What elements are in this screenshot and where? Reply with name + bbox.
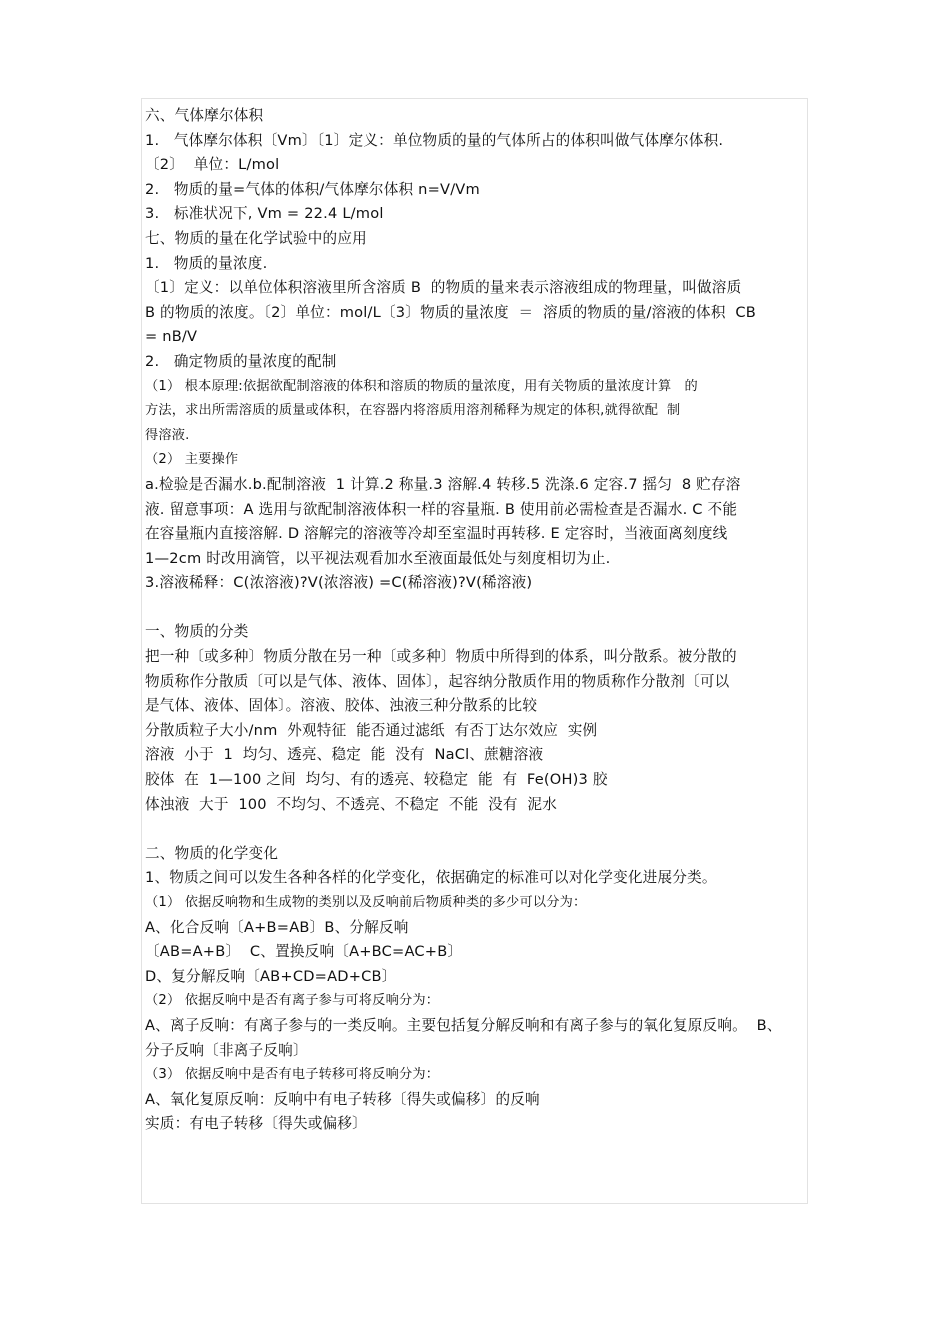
text-line: 〔AB=A+B〕 C、置换反响〔A+BC=AC+B〕 xyxy=(145,943,463,961)
text-line: 把一种〔或多种〕物质分散在另一种〔或多种〕物质中所得到的体系，叫分散系。被分散的 xyxy=(145,648,737,666)
text-line: （1） 依据反响物和生成物的类别以及反响前后物质种类的多少可以分为： xyxy=(145,895,587,910)
spacer xyxy=(145,817,815,842)
text-line: 1—2cm 时改用滴管，以平视法观看加水至液面最低处与刻度相切为止. xyxy=(145,549,611,567)
text-line: 是气体、液体、固体〕。溶液、胶体、浊液三种分散系的比较 xyxy=(145,697,538,715)
text-line: 胶体 在 1—100 之间 均匀、有的透亮、较稳定 能 有 Fe(OH)3 胶 xyxy=(145,771,608,789)
text-line: 液. 留意事项：A 选用与欲配制溶液体积一样的容量瓶. B 使用前必需检查是否漏水. C 不能 xyxy=(145,500,738,518)
text-line: （1） 根本原理:依据欲配制溶液的体积和溶质的物质的量浓度，用有关物质的量浓度计算 的 xyxy=(145,378,698,394)
text-line: 物质称作分散质〔可以是气体、液体、固体〕，起容纳分散质作用的物质称作分散剂〔可以 xyxy=(145,672,730,690)
text-line: （3） 依据反响中是否有电子转移可将反响分为： xyxy=(145,1067,440,1083)
text-line: A、氧化复原反响：反响中有电子转移〔得失或偏移〕的反响 xyxy=(145,1090,540,1108)
text-line: 得溶液. xyxy=(145,427,190,443)
text-line: D、复分解反响〔AB+CD=AD+CB〕 xyxy=(145,967,397,985)
text-line: 分散质粒子大小/nm 外观特征 能否通过滤纸 有否丁达尔效应 实例 xyxy=(145,721,598,739)
text-line: 3. 标准状况下, Vm = 22.4 L/mol xyxy=(145,205,384,223)
text-line: 2. 物质的量=气体的体积/气体摩尔体积 n=V/Vm xyxy=(145,180,480,198)
spacer xyxy=(145,596,815,621)
text-line: 2. 确定物质的量浓度的配制 xyxy=(145,352,337,370)
text-line: 1、物质之间可以发生各种各样的化学变化，依据确定的标准可以对化学变化进展分类。 xyxy=(145,869,717,887)
text-line: 〔2〕 单位：L/mol xyxy=(145,156,280,174)
section-heading-6: 六、气体摩尔体积 xyxy=(145,107,264,124)
text-line: （2） 依据反响中是否有离子参与可将反响分为： xyxy=(145,993,440,1009)
section-heading-7: 七、物质的量在化学试验中的应用 xyxy=(145,229,367,247)
text-line: = nB/V xyxy=(145,328,198,346)
text-line: a.检验是否漏水.b.配制溶液 1 计算.2 称量.3 溶解.4 转移.5 洗涤.6 定容.7 摇匀 8 贮存溶 xyxy=(145,475,741,493)
text-line: （2） 主要操作 xyxy=(145,452,239,468)
text-line: A、离子反响：有离子参与的一类反响。主要包括复分解反响和有离子参与的氧化复原反响。 B、 xyxy=(145,1016,782,1034)
text-line: 溶液 小于 1 均匀、透亮、稳定 能 没有 NaCl、蔗糖溶液 xyxy=(145,746,544,764)
text-line: 方法，求出所需溶质的质量或体积，在容器内将溶质用溶剂稀释为规定的体积,就得欲配 制 xyxy=(145,403,681,419)
text-line: B 的物质的浓度。〔2〕单位：mol/L〔3〕物质的量浓度 ＝ 溶质的物质的量/溶液的体积 CB xyxy=(145,303,756,321)
text-line: 分子反响〔非离子反响〕 xyxy=(145,1041,308,1059)
section-heading-2: 二、物质的化学变化 xyxy=(145,844,279,862)
text-line: 3.溶液稀释：C(浓溶液)?V(浓溶液) =C(稀溶液)?V(稀溶液) xyxy=(145,574,533,592)
text-line: 实质：有电子转移〔得失或偏移〕 xyxy=(145,1115,367,1133)
text-line: 体浊液 大于 100 不均匀、不透亮、不稳定 不能 没有 泥水 xyxy=(145,795,557,813)
text-line: 〔1〕定义：以单位体积溶液里所含溶质 B 的物质的量来表示溶液组成的物理量，叫做溶质 xyxy=(145,279,742,297)
text-line: 1. 气体摩尔体积〔Vm〕〔1〕定义：单位物质的量的气体所占的体积叫做气体摩尔体积. xyxy=(145,131,724,149)
text-line: 在容量瓶内直接溶解. D 溶解完的溶液等冷却至室温时再转移. E 定容时，当液面离刻度线 xyxy=(145,525,728,543)
text-line: 1. 物质的量浓度. xyxy=(145,254,268,272)
text-line: A、化合反响〔A+B=AB〕B、分解反响 xyxy=(145,918,409,936)
section-heading-1: 一、物质的分类 xyxy=(145,623,249,641)
document-body xyxy=(145,104,815,1137)
